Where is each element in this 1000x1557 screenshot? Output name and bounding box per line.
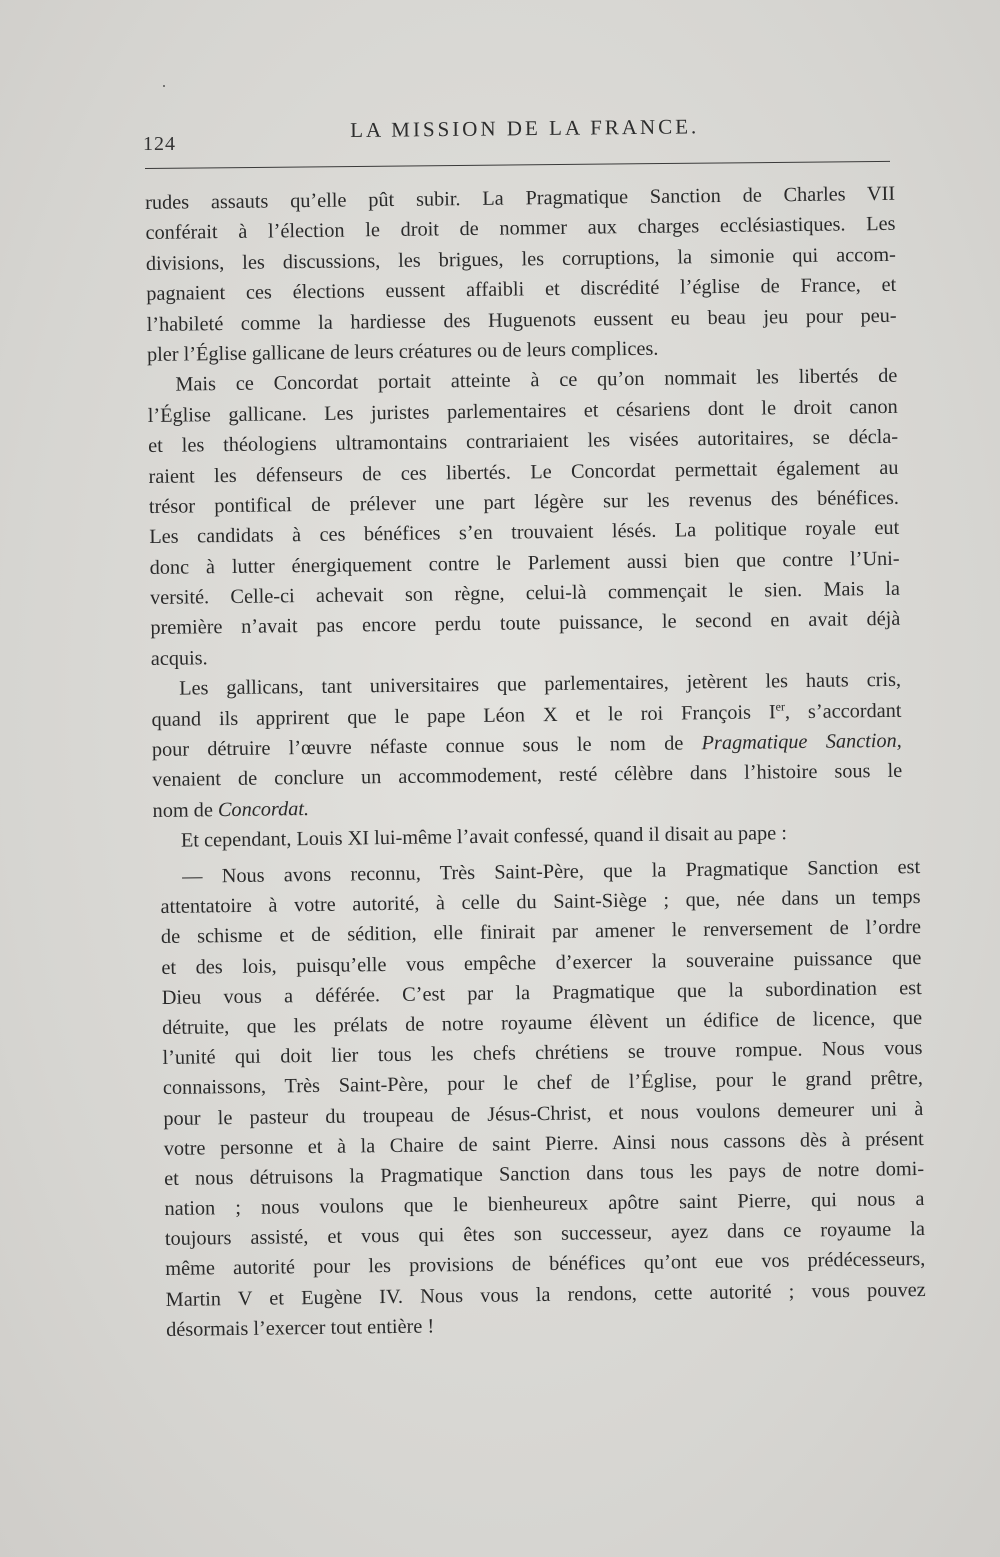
italic-title: Concordat.: [217, 797, 310, 821]
text-line: Les candidats à ces bénéfices s’en trouvaient lésés. La politique royale eut: [149, 517, 900, 549]
quote-line: et des lois, puisqu’elle vous empêche d’exercer la souveraine puissance que: [161, 946, 922, 979]
text-line: conférait à l’élection le droit de nommer aux charges ecclésiastiques. Les: [145, 213, 896, 245]
running-title: LA MISSION DE LA FRANCE.: [350, 114, 700, 142]
text-line: pler l’Église gallicane de leurs créatures ou de leurs complices.: [146, 337, 659, 366]
text-run: nom de: [152, 798, 219, 822]
text-line: première n’avait pas encore perdu toute puissance, le second en avait déjà: [150, 608, 901, 640]
print-speck: [163, 85, 165, 87]
quote-line: de schisme et de sédition, elle finirait par amener le renversement de l’ordre: [160, 916, 922, 949]
text-run: , s’accordant: [784, 699, 902, 723]
text-line: acquis.: [150, 647, 208, 670]
text-line: divisions, les discussions, les brigues, les corruptions, la simonie qui accom-: [145, 243, 897, 275]
text-line: pagnaient ces élections eussent affaibli et discrédité l’église de France, et: [146, 274, 897, 306]
quote-line: l’unité qui doit lier tous les chefs chrétiens se trouve rompue. Nous vous: [162, 1037, 923, 1070]
text-line: Les gallicans, tant universitaires que parlementaires, jetèrent les hauts cris,: [178, 669, 902, 700]
quote-line: Martin V et Eugène IV. Nous vous la rendons, cette autorité ; vous pouvez: [165, 1278, 926, 1311]
quote-line: — Nous avons reconnu, Très Saint-Père, que la Pragmatique Sanction est: [182, 856, 921, 888]
quote-line: Dieu vous a déférée. C’est par la Pragmatique que la subordination est: [161, 976, 922, 1009]
quote-line: désormais l’exercer tout entière !: [165, 1315, 435, 1341]
italic-title: Pragmatique Sanction,: [701, 729, 902, 755]
text-line: versité. Celle-ci achevait son règne, celui-là commençait le sien. Mais la: [149, 577, 901, 610]
text-line: donc à lutter énergiquement contre le Parlement aussi bien que contre l’Uni-: [149, 547, 900, 579]
header-rule: [145, 161, 890, 169]
text-line: l’habileté comme la hardiesse des Huguenots eussent eu beau jeu pour peu-: [146, 304, 897, 336]
text-line: raient les défenseurs de ces libertés. Le Concordat permettait également au: [148, 456, 899, 488]
text-line: Mais ce Concordat portait atteinte à ce qu’on nommait les libertés de: [175, 365, 898, 396]
quote-line: attentatoire à votre autorité, à celle du Saint-Siège ; que, née dans un temps: [160, 886, 921, 919]
text-line: venaient de conclure un accommodement, resté célèbre dans l’histoire sous le: [152, 760, 903, 792]
text-run: quand ils apprirent que le pape Léon X et le roi François I: [151, 700, 776, 731]
page-number: 124: [143, 133, 176, 155]
text-line: l’Église gallicane. Les juristes parlementaires et césariens dont le droit canon: [147, 395, 898, 427]
text-run: pour détruire l’œuvre néfaste connue sous le nom de: [151, 732, 702, 761]
body-text: [145, 179, 903, 857]
quote-line: connaissons, Très Saint-Père, pour le chef de l’Église, pour le grand prêtre,: [162, 1067, 924, 1100]
text-line: trésor pontifical de prélever une part légère sur les revenus des bénéfices.: [148, 486, 899, 518]
quote-line: même autorité pour les provisions de bénéfices qu’ont eue vos prédécesseurs,: [165, 1248, 926, 1281]
quote-line: nation ; nous voulons que le bienheureux apôtre saint Pierre, qui nous a: [164, 1188, 925, 1221]
superscript: er: [775, 699, 785, 714]
text-line: rudes assauts qu’elle pût subir. La Pragmatique Sanction de Charles VII: [145, 182, 896, 214]
quote-line: détruite, que les prélats de notre royaume élèvent un édifice de licence, que: [162, 1006, 923, 1039]
quoted-speech: [160, 852, 926, 1345]
quote-line: toujours assisté, et vous qui êtes son successeur, ayez dans ce royaume la: [164, 1218, 926, 1251]
quote-line: votre personne et à la Chaire de saint Pierre. Ainsi nous cassons dès à présent: [163, 1127, 924, 1160]
text-line: Et cependant, Louis XI lui-même l’avait confessé, quand il disait au pape :: [180, 822, 788, 852]
quote-line: pour le pasteur du troupeau de Jésus-Christ, et nous voulons demeurer uni à: [163, 1097, 924, 1130]
quote-line: et nous détruisons la Pragmatique Sanction dans tous les pays de notre domi-: [164, 1157, 925, 1190]
text-line: et les théologiens ultramontains contrariaient les visées autoritaires, se décla-: [148, 425, 899, 458]
